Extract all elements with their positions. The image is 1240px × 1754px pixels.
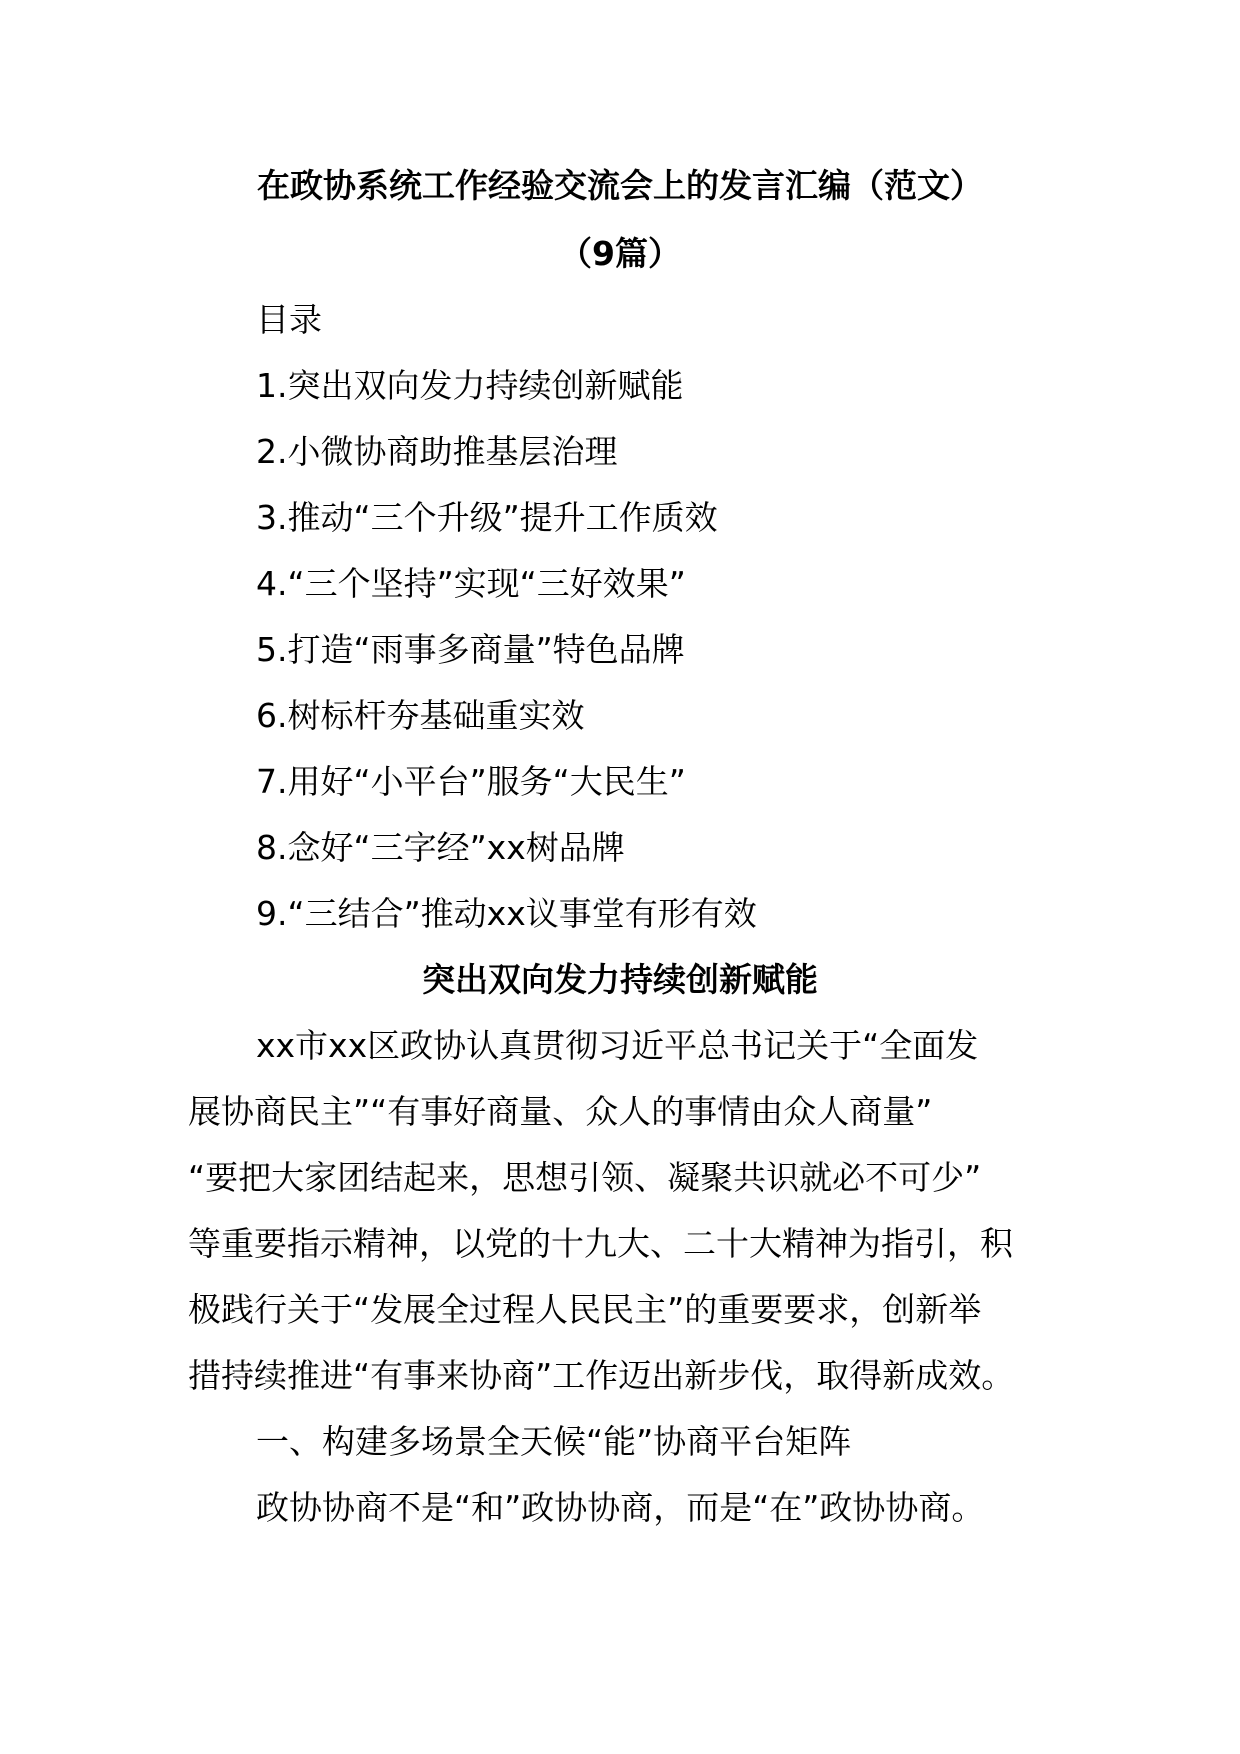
toc-item: 3.推动“三个升级”提升工作质效 bbox=[256, 498, 718, 537]
toc-item: 6.树标杆夯基础重实效 bbox=[256, 696, 585, 735]
paragraph-line: 极践行关于“发展全过程人民民主”的重要要求，创新举 bbox=[188, 1290, 982, 1329]
paragraph-line: xx市xx区政协认真贯彻习近平总书记关于“全面发 bbox=[256, 1026, 979, 1065]
subheading: 一、构建多场景全天候“能”协商平台矩阵 bbox=[256, 1422, 852, 1461]
paragraph-line: 政协协商不是“和”政协协商，而是“在”政协协商。 bbox=[256, 1488, 985, 1527]
toc-item: 7.用好“小平台”服务“大民生” bbox=[256, 762, 686, 801]
toc-item: 9.“三结合”推动xx议事堂有形有效 bbox=[256, 894, 757, 933]
toc-item: 1.突出双向发力持续创新赋能 bbox=[256, 366, 684, 405]
paragraph-line: 展协商民主”“有事好商量、众人的事情由众人商量” bbox=[188, 1092, 933, 1131]
document-title-count: （9篇） bbox=[559, 234, 681, 273]
section-heading: 突出双向发力持续创新赋能 bbox=[422, 960, 818, 999]
paragraph-line: 措持续推进“有事来协商”工作迈出新步伐，取得新成效。 bbox=[188, 1356, 1015, 1395]
paragraph-line: “要把大家团结起来，思想引领、凝聚共识就必不可少” bbox=[188, 1158, 982, 1197]
toc-item: 2.小微协商助推基层治理 bbox=[256, 432, 618, 471]
toc-label: 目录 bbox=[256, 300, 322, 339]
paragraph-line: 等重要指示精神，以党的十九大、二十大精神为指引，积 bbox=[188, 1224, 1013, 1263]
document-title: 在政协系统工作经验交流会上的发言汇编（范文） bbox=[257, 166, 983, 205]
toc-item: 8.念好“三字经”xx树品牌 bbox=[256, 828, 625, 867]
toc-item: 4.“三个坚持”实现“三好效果” bbox=[256, 564, 686, 603]
toc-item: 5.打造“雨事多商量”特色品牌 bbox=[256, 630, 685, 669]
